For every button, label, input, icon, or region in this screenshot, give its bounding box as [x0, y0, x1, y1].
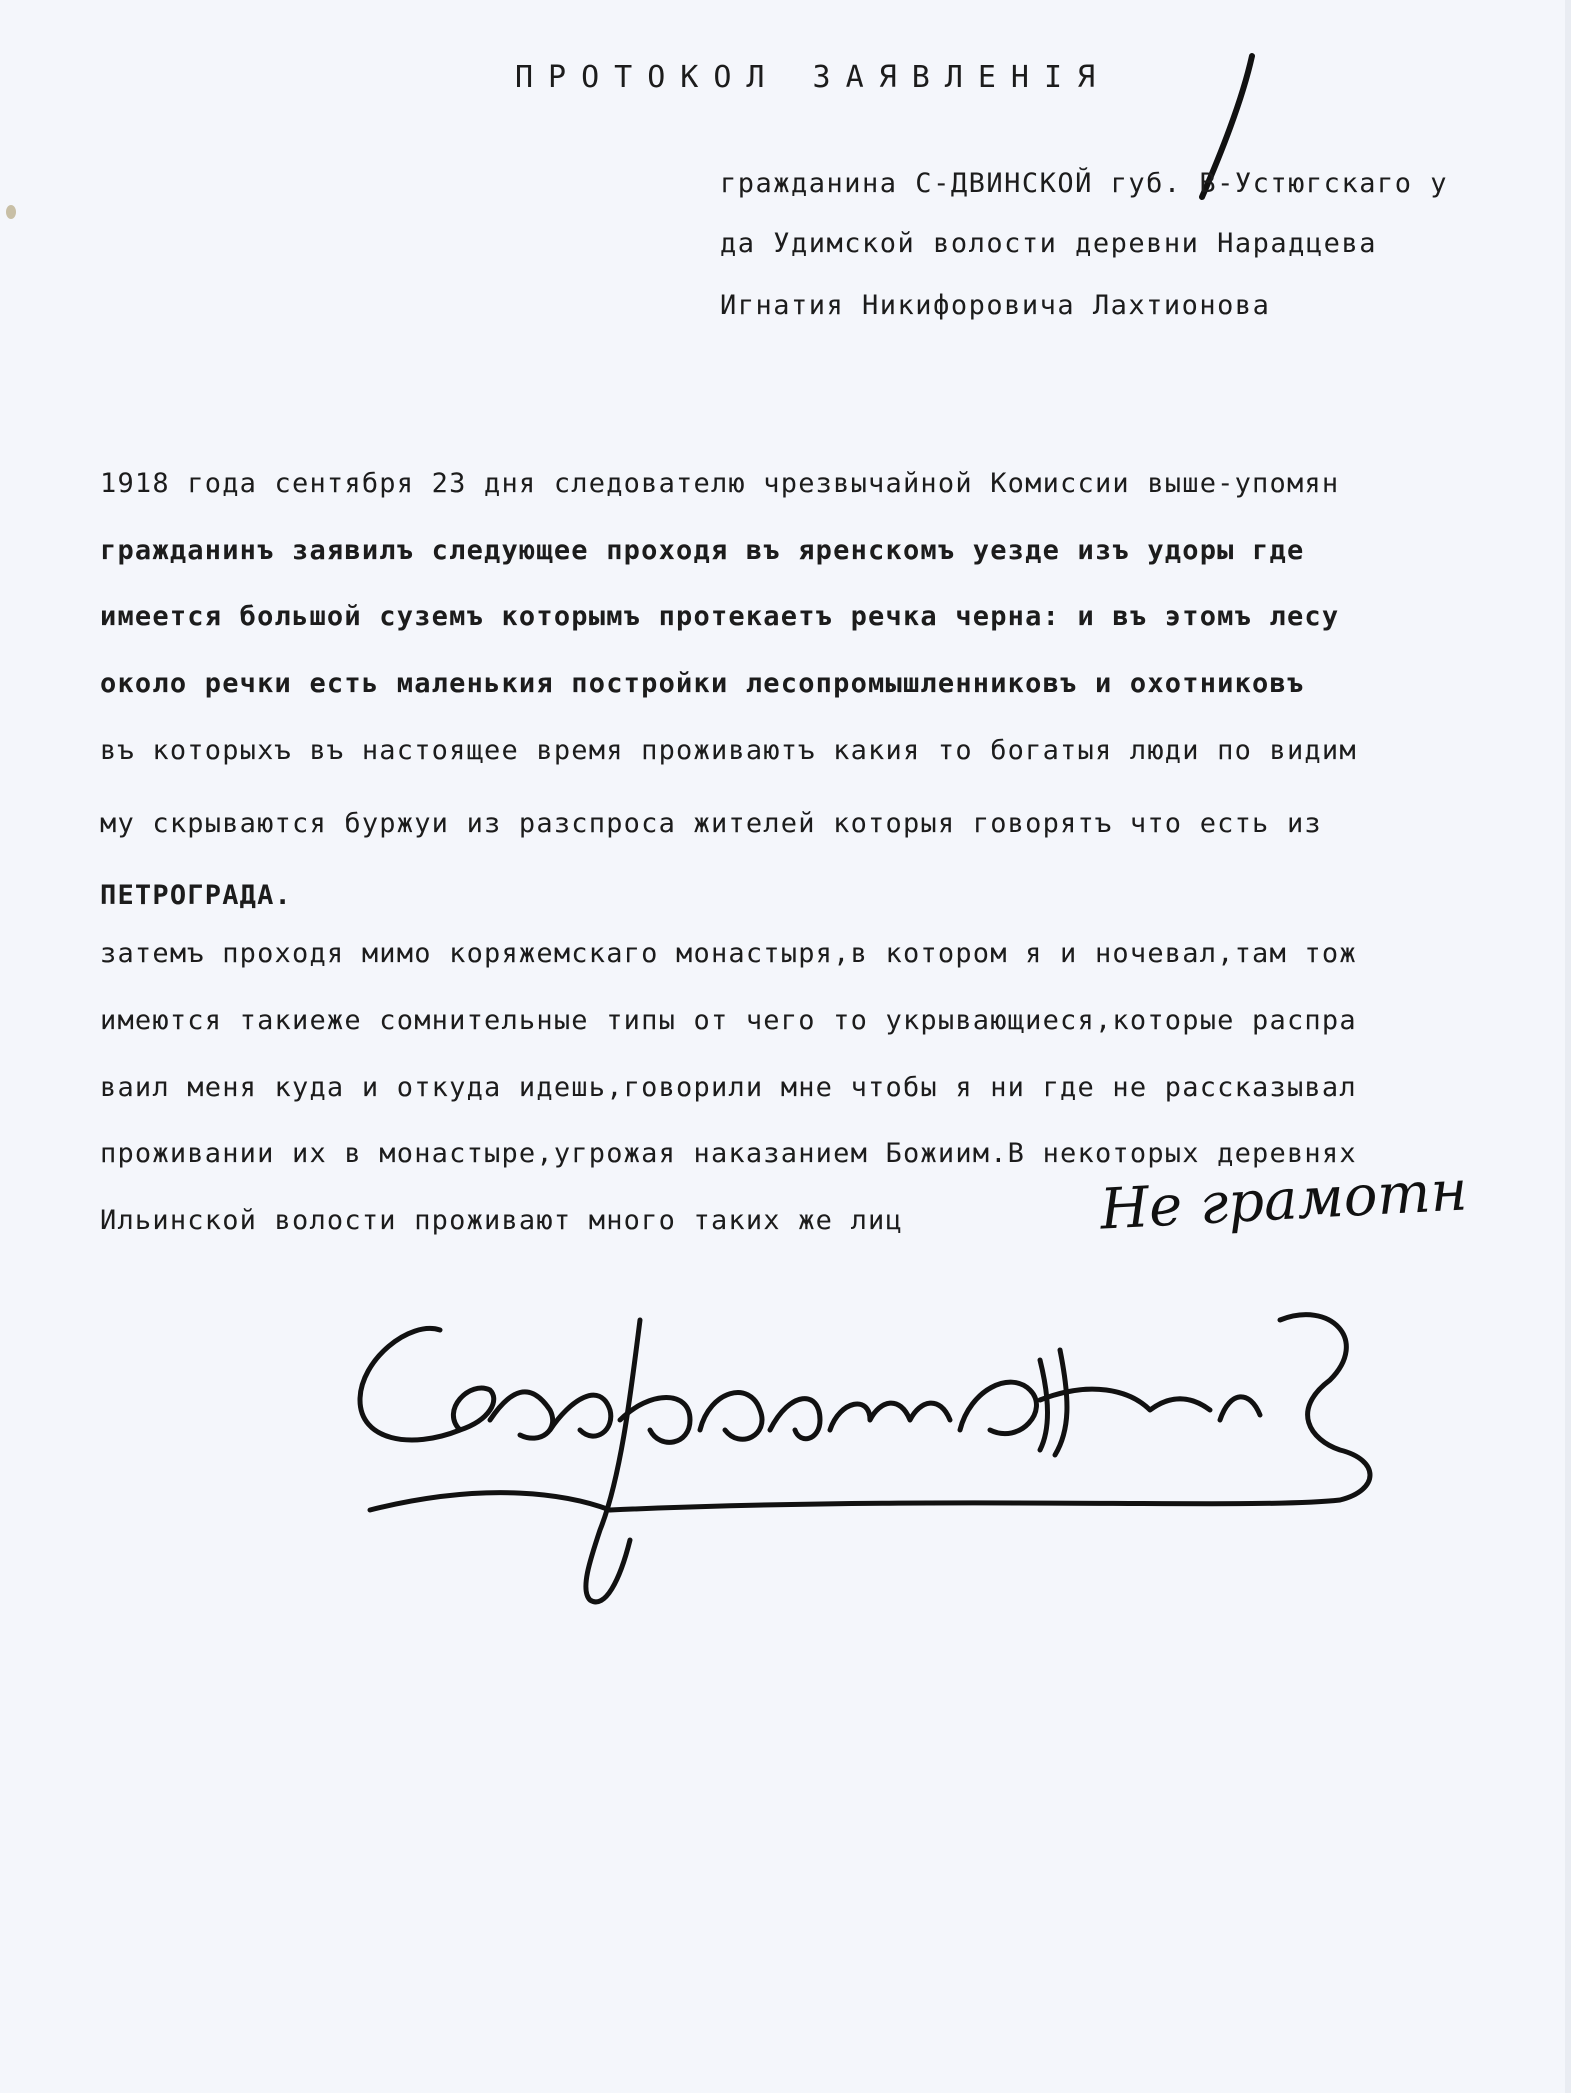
- body-line-6: му скрываются буржуи из разспроса жителей которыя говорятъ что есть из: [100, 808, 1322, 839]
- header-line-district: да Удимской волости деревни Нарадцева: [720, 228, 1377, 259]
- body-line-5: въ которыхъ въ настоящее время проживаютъ какия то богатыя люди по видим: [100, 735, 1357, 766]
- body-line-8: затемъ проходя мимо коряжемскаго монастыря,в котором я и ночевал,там тож: [100, 938, 1357, 969]
- header-line-name: Игнатия Никифоровича Лахтионова: [720, 290, 1271, 321]
- body-line-4: около речки есть маленькия постройки лесопромышленниковъ и охотниковъ: [100, 668, 1305, 699]
- body-line-1: 1918 года сентября 23 дня следователю чрезвычайной Комиссии выше-упомян: [100, 468, 1340, 499]
- header-line-citizen: гражданина С-ДВИНСКОЙ губ. В-Устюгскаго у: [720, 168, 1448, 199]
- body-line-11: проживании их в монастыре,угрожая наказанием Божиим.В некоторых деревнях: [100, 1138, 1357, 1169]
- page-edge: [1565, 0, 1571, 2093]
- signature-icon: [350, 1280, 1390, 1640]
- paper-speck: [6, 205, 16, 219]
- body-line-10: ваил меня куда и откуда идешь,говорили мне чтобы я ни где не рассказывал: [100, 1072, 1357, 1103]
- handwritten-note: Не грамотн: [1098, 1158, 1469, 1243]
- document-title: ПРОТОКОЛ ЗАЯВЛЕНІЯ: [515, 60, 1111, 95]
- body-line-2: гражданинъ заявилъ следующее проходя въ яренскомъ уезде изъ удоры где: [100, 535, 1305, 566]
- body-line-3: имеется большой суземъ которымъ протекаетъ речка черна: и въ этомъ лесу: [100, 601, 1340, 632]
- body-line-7: ПЕТРОГРАДА.: [100, 880, 293, 911]
- body-line-12: Ильинской волости проживают много таких же лиц: [100, 1205, 903, 1236]
- body-line-9: имеются такиеже сомнительные типы от чего то укрывающиеся,которые распра: [100, 1005, 1357, 1036]
